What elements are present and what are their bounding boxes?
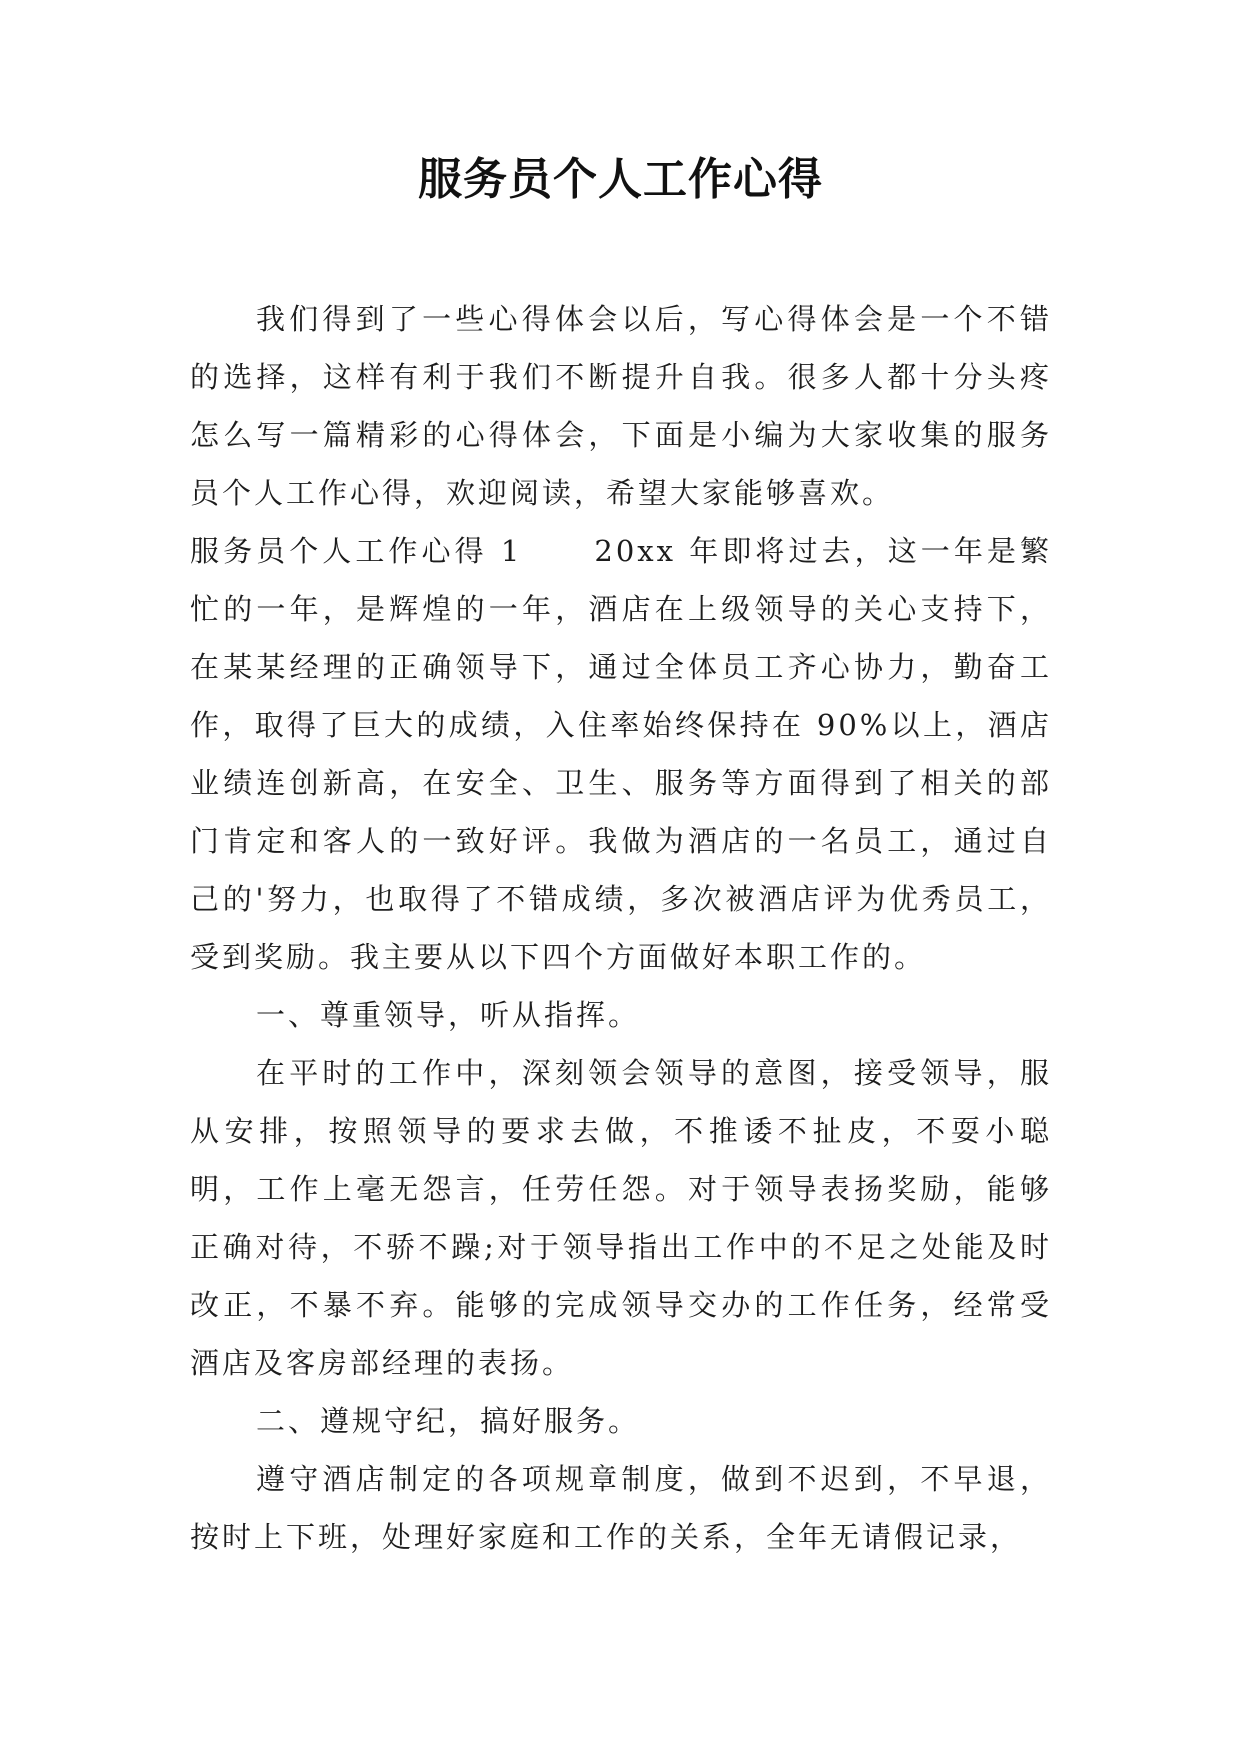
section-1-paragraph <box>190 522 1052 986</box>
document-body <box>190 290 1052 1566</box>
paragraph-respect-leaders: 在平时的工作中，深刻领会领导的意图，接受领导，服从安排，按照领导的要求去做，不推诿不扯皮，不耍小聪明，工作上毫无怨言，任劳任怨。对于领导表扬奖励，能够正确对待，不骄不躁;对于领导指出工作中的不足之处能及时改正，不暴不弃。能够的完成领导交办的工作任务，经常受酒店及客房部经理的表扬。 <box>190 1056 1052 1380</box>
paragraph-follow-rules: 遵守酒店制定的各项规章制度，做到不迟到，不早退，按时上下班，处理好家庭和工作的关系，全年无请假记录， <box>190 1462 1052 1554</box>
section-1-text: 20xx 年即将过去，这一年是繁忙的一年，是辉煌的一年，酒店在上级领导的关心支持下，在某某经理的正确领导下，通过全体员工齐心协力，勤奋工作，取得了巨大的成绩，入住率始终保持在 90%以上，酒店业绩连创新高，在安全、卫生、服务等方面得到了相关的部门肯定和客人的一致好评。我做为酒店的一名员工，通过自己的'努力，也取得了不错成绩，多次被酒店评为优秀员工，受到奖励。我主要从以下四个方面做好本职工作的。 <box>190 534 1052 974</box>
intro-paragraph: 我们得到了一些心得体会以后，写心得体会是一个不错的选择，这样有利于我们不断提升自我。很多人都十分头疼怎么写一篇精彩的心得体会，下面是小编为大家收集的服务员个人工作心得，欢迎阅读，希望大家能够喜欢。 <box>190 302 1052 510</box>
document-title: 服务员个人工作心得 <box>418 154 823 205</box>
heading-respect-leaders: 一、尊重领导，听从指挥。 <box>256 998 641 1032</box>
heading-follow-rules: 二、遵规守纪，搞好服务。 <box>256 1404 641 1438</box>
section-1-title: 服务员个人工作心得 1 <box>190 534 523 568</box>
